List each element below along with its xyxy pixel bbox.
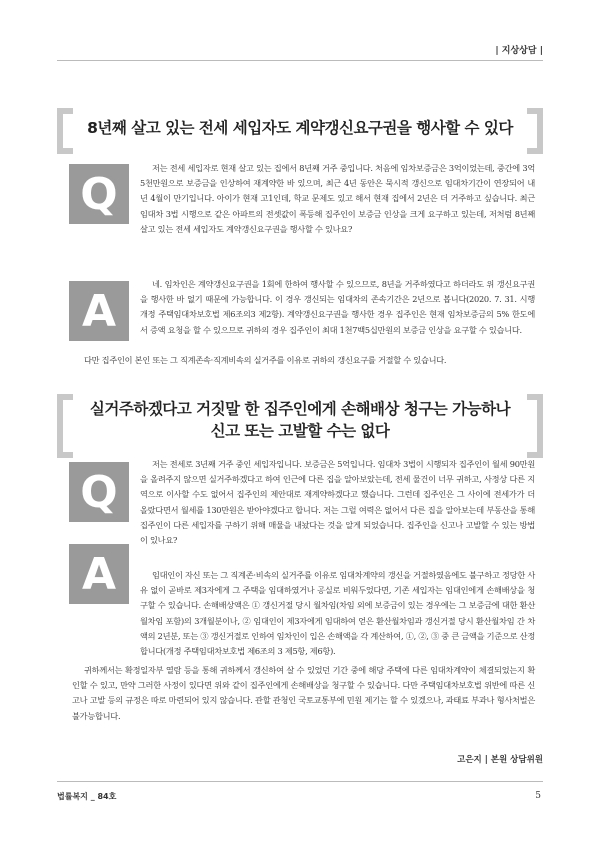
question-letter: Q [80, 466, 118, 518]
top-divider [57, 60, 543, 61]
answer-body-2: 귀하께서는 확정일자부 열람 등을 통해 귀하께서 갱신하여 살 수 있었던 기간 중에 해당 주택에 다른 임대차계약이 체결되었는지 확인할 수 있고, 만약 그러한 사정이 있다면 위와 같이 집주인에게 손해배상을 청구할 수 있습니다. 다만 주택임대차보호법 위반에 따른 신고나 고발 등의 규정은 따로 마련되어 있지 않습니다. 관할 관청인 국토교통부에 민원 제기는 할 수 있겠으나, 과태료 부과나 형사처벌은 불가능합니다. [72, 665, 535, 721]
answer-letter: A [81, 548, 117, 600]
section2-title-line1: 실거주하겠다고 거짓말 한 집주인에게 손해배상 청구는 가능하나 [89, 400, 511, 418]
answer-letter: A [81, 285, 117, 337]
publication-name: 법률복지 _ 84호 [57, 792, 117, 801]
section2-title [70, 398, 530, 442]
question-letter: Q [80, 168, 118, 220]
answer-body: 임대인이 자신 또는 그 직계존·비속의 실거주를 이유로 임대차계약의 갱신을 거절하였음에도 불구하고 정당한 사유 없이 곧바로 제3자에게 그 주택을 임대하였거나 공실로 비워두었다면, 기존 세입자는 임대인에게 손해배상을 청구할 수 있습니다. 손해배상액은 ① 갱신거절 당시 월차임(차임 외에 보증금이 있는 경우에는 그 보증금에 대한 환산월차임 포함)의 3개월분이나, ② 임대인이 제3자에게 임대하여 얻은 환산월차임과 갱신거절 당시 환산월차임 간 차액의 2년분, 또는 ③ 갱신거절로 인하여 임차인이 입은 손해액을 각 계산하여, ①, ②, ③ 중 큰 금액을 기준으로 산정합니다(개정 주택임대차보호법 제6조의 3 제5항, 제6항). [140, 570, 535, 657]
section1-title-text: 8년째 살고 있는 전세 세입자도 계약갱신요구권을 행사할 수 있다 [87, 119, 513, 137]
answer-badge [69, 544, 129, 604]
section-tag: | 지상상담 | [495, 46, 543, 56]
question-text [140, 161, 535, 237]
question-body: 저는 전세로 3년째 거주 중인 세입자입니다. 보증금은 5억입니다. 임대차 3법이 시행되자 집주인이 월세 90만원을 올려주지 않으면 실거주하겠다고 하여 인근에 다른 집을 알아보았는데, 전세 물건이 너무 귀하고, 사정상 다른 지역으로 이사할 수도 없어서 집주인의 제안대로 재계약하겠다고 했습니다. 그런데 집주인은 그 사이에 전세가가 더 올랐다면서 월세를 130만원은 받아야겠다고 합니다. 저는 그럴 여력은 없어서 다른 집을 알아보는데 부동산을 통해 집주인이 다른 세입자를 구하기 위해 매물을 내놨다는 것을 알게 되었습니다. 집주인을 신고나 고발할 수 있는 방법이 있나요? [140, 459, 535, 546]
answer-body-2: 다만 집주인이 본인 또는 그 직계존속·직계비속의 실거주를 이유로 귀하의 갱신요구를 거절할 수 있습니다. [84, 355, 447, 365]
answer-badge [69, 281, 129, 341]
question-badge [69, 462, 129, 522]
question-text [140, 457, 535, 548]
section2-title-line2: 신고 또는 고발할 수는 없다 [210, 422, 390, 440]
page-number: 5 [535, 791, 541, 801]
answer-text-continued [72, 663, 535, 724]
section1-title [70, 116, 530, 138]
author-credit: 고은지 | 본원 상담위원 [457, 755, 543, 765]
answer-body: 네. 임차인은 계약갱신요구권을 1회에 한하여 행사할 수 있으므로, 8년을 거주하였다고 하더라도 위 갱신요구권을 행사한 바 없기 때문에 가능합니다. 이 경우 갱신되는 임대차의 존속기간은 2년으로 봅니다(2020. 7. 31. 시행 개정 주택임대차보호법 제6조의3 제2항). 계약갱신요구권을 행사한 경우 집주인은 현재 임차보증금의 5% 한도에서 증액 요청을 할 수 있으므로 귀하의 경우 집주인이 최대 1천7백5십만원의 보증금 인상을 요구할 수 있습니다. [140, 279, 535, 335]
question-body: 저는 전세 세입자로 현재 살고 있는 집에서 8년째 거주 중입니다. 처음에 임차보증금은 3억이었는데, 중간에 3억 5천만원으로 보증금을 인상하여 재계약한 바 있으며, 최근 4년 동안은 묵시적 갱신으로 임대차기간이 연장되어 내년 4월이 만기입니다. 아이가 현재 고1인데, 학교 문제도 있고 해서 현재 집에서 2년은 더 거주하고 싶습니다. 최근 임대차 3법 시행으로 같은 아파트의 전셋값이 폭등해 집주인이 보증금 인상을 크게 요구하고 있는데, 저처럼 8년째 살고 있는 전세 세입자도 계약갱신요구권을 행사할 수 있나요? [140, 163, 535, 234]
footer-divider [57, 781, 543, 782]
answer-text [140, 277, 535, 338]
question-badge [69, 164, 129, 224]
answer-text-continued [72, 353, 535, 368]
answer-text [140, 568, 535, 659]
